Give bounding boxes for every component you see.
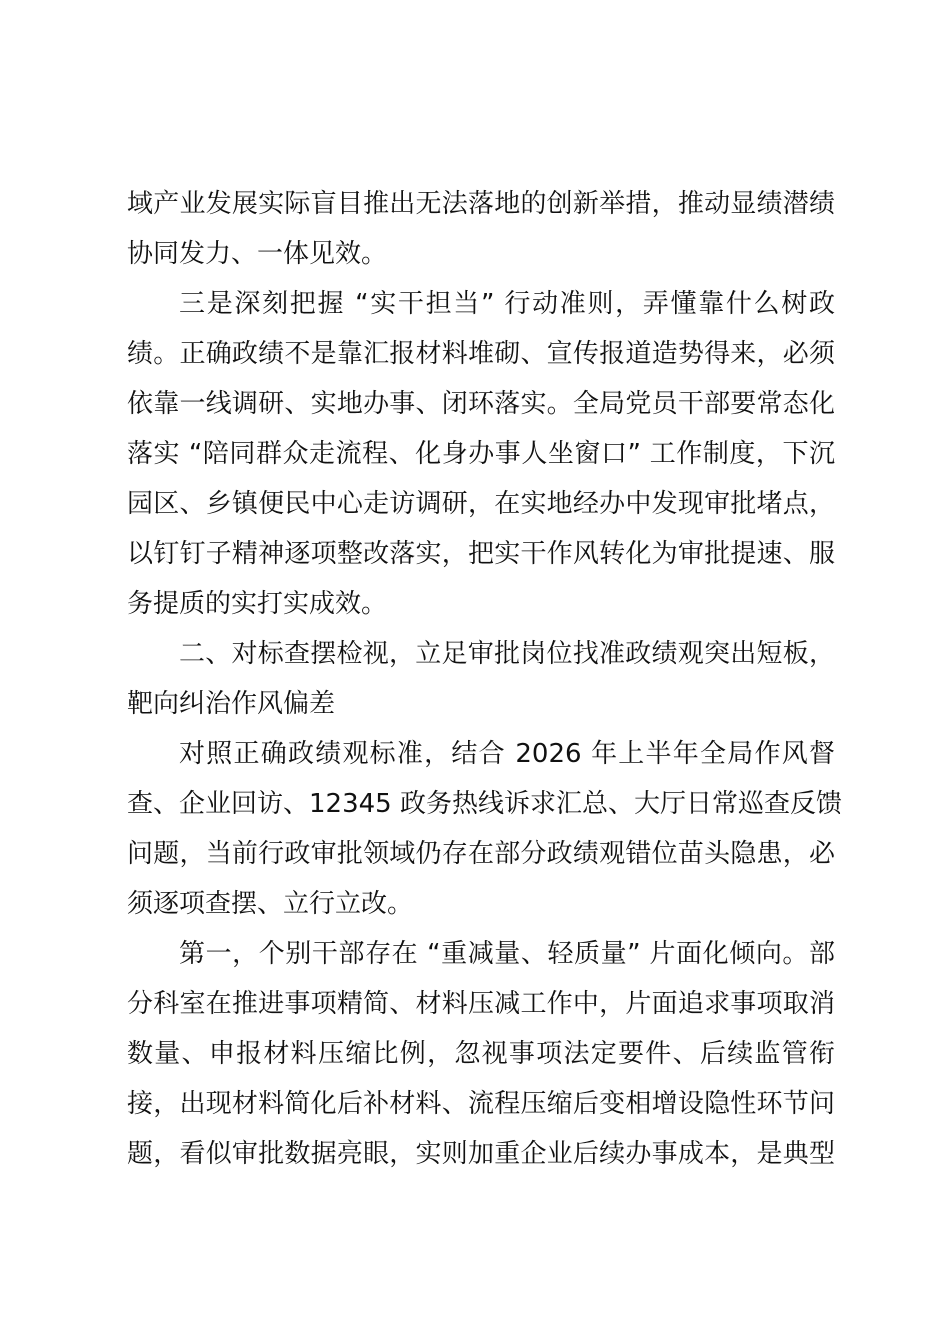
text-line: 查、企业回访、12345 政务热线诉求汇总、大厅日常巡查反馈 <box>127 789 842 819</box>
paragraph-first-line: 第一，个别干部存在 “重减量、轻质量” 片面化倾向。部 <box>179 939 835 969</box>
text-line: 接，出现材料简化后补材料、流程压缩后变相增设隐性环节问 <box>127 1089 835 1119</box>
text-line: 协同发力、一体见效。 <box>127 239 388 269</box>
paragraph-first-line: 三是深刻把握 “实干担当” 行动准则，弄懂靠什么树政 <box>179 289 835 319</box>
text-line: 题，看似审批数据亮眼，实则加重企业后续办事成本，是典型 <box>127 1139 835 1169</box>
text-line: 数量、申报材料压缩比例，忽视事项法定要件、后续监管衔 <box>127 1039 835 1069</box>
text-line: 问题，当前行政审批领域仍存在部分政绩观错位苗头隐患，必 <box>127 839 835 869</box>
text-line: 须逐项查摆、立行立改。 <box>127 889 414 919</box>
text-line: 分科室在推进事项精简、材料压减工作中，片面追求事项取消 <box>127 989 835 1019</box>
section-heading-line: 二、对标查摆检视，立足审批岗位找准政绩观突出短板， <box>179 639 835 669</box>
text-line: 域产业发展实际盲目推出无法落地的创新举措，推动显绩潜绩 <box>127 189 835 219</box>
text-line: 落实 “陪同群众走流程、化身办事人坐窗口” 工作制度，下沉 <box>127 439 835 469</box>
section-heading-line: 靶向纠治作风偏差 <box>127 689 336 719</box>
text-line: 绩。正确政绩不是靠汇报材料堆砌、宣传报道造势得来，必须 <box>127 339 835 369</box>
text-line: 务提质的实打实成效。 <box>127 589 388 619</box>
text-line: 依靠一线调研、实地办事、闭环落实。全局党员干部要常态化 <box>127 389 835 419</box>
text-line: 以钉钉子精神逐项整改落实，把实干作风转化为审批提速、服 <box>127 539 835 569</box>
paragraph-first-line: 对照正确政绩观标准，结合 2026 年上半年全局作风督 <box>179 739 835 769</box>
text-line: 园区、乡镇便民中心走访调研，在实地经办中发现审批堵点， <box>127 489 835 519</box>
